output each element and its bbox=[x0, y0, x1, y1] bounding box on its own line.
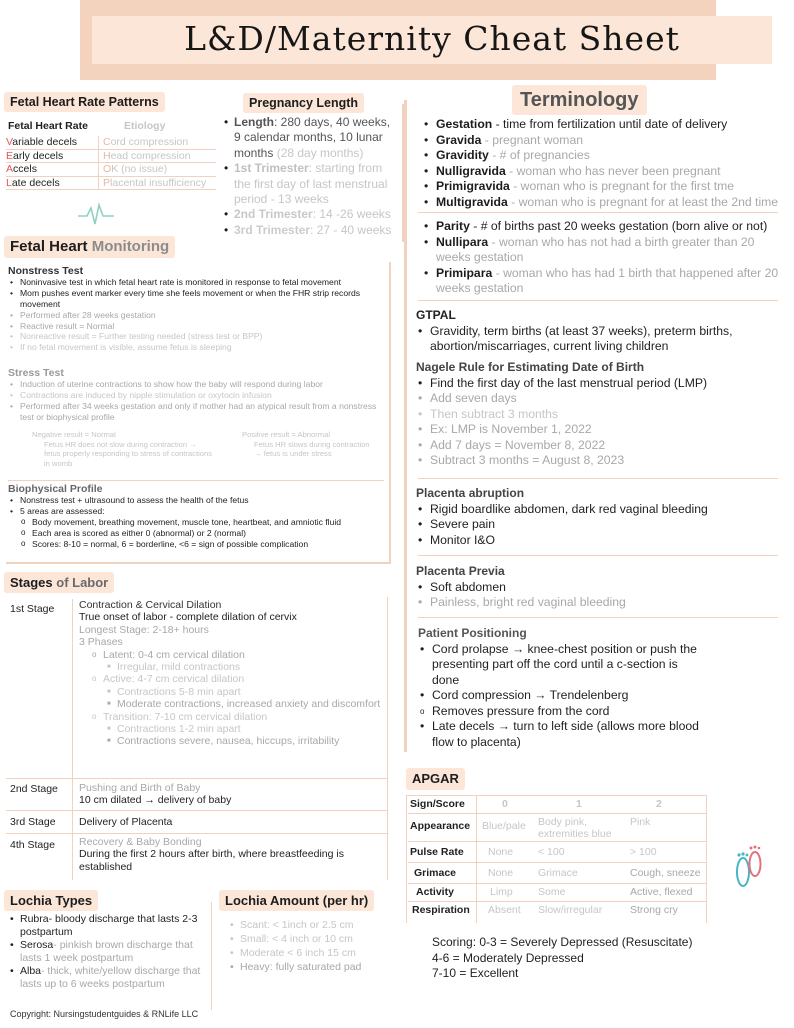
list-item: • Small: < 4 inch or 10 cm bbox=[228, 932, 398, 946]
lochia-amount-list bbox=[228, 918, 398, 974]
list-item: • Subtract 3 months = August 8, 2023 bbox=[416, 453, 781, 469]
list-item: • 3rd Trimester: 27 - 40 weeks bbox=[222, 223, 400, 238]
positive-result: Positive result = Abnormal Fetus HR slows during contraction → fetus is under stress bbox=[242, 430, 370, 459]
stage-label: 1st Stage bbox=[10, 603, 55, 615]
nonstress-test-title: Nonstress Test bbox=[8, 265, 84, 277]
table-row bbox=[6, 811, 388, 834]
list-item: • Length: 280 days, 40 weeks, 9 calendar months, 10 lunar months (28 day months) bbox=[222, 115, 400, 161]
stage-description: Contraction & Cervical Dilation True onset of labor - complete dilation of cervix Longest Stage: 2-18+ hours 3 Phases o Latent: 0-4 cm cervical dilation ■ Irregular, mild contractions o Active: 4-7 cm cervical dilation ■ Contractions 5-8 min apart ■ Moderate contractions, increased anxiety and discomfort o Transition: 7-10 cm cervical dilation ■ Contractions 1-2 min apart ■ Contractions severe, nausea, hiccups, irritability bbox=[72, 599, 382, 779]
fhr-etiology: K (no issue) bbox=[111, 163, 168, 175]
list-item: • Contractions are induced by nipple stimulation or oxytocin infusion bbox=[8, 390, 386, 401]
nagele-title: Nagele Rule for Estimating Date of Birth bbox=[416, 360, 645, 374]
table-row: Sign/Score 0 1 2 bbox=[408, 796, 706, 814]
list-item: • Induction of uterine contractions to show how the baby will respond during labor bbox=[8, 379, 386, 390]
pregnancy-length-heading: Pregnancy Length bbox=[243, 93, 364, 113]
terminology-heading: Terminology bbox=[512, 85, 647, 115]
apgar-heading: APGAR bbox=[406, 768, 465, 790]
fhr-pattern: ate decels bbox=[11, 176, 60, 189]
list-item: • Nullipara - woman who has not had a birth greater than 20 weeks gestation bbox=[422, 235, 787, 266]
list-item: • Severe pain bbox=[416, 517, 781, 533]
list-item: o Each area is scored as either 0 (abnormal) or 2 (normal) bbox=[8, 528, 386, 539]
stages-heading: Stages of Labor bbox=[4, 572, 114, 593]
list-item: • Add 7 days = November 8, 2022 bbox=[416, 438, 781, 454]
positioning-title: Patient Positioning bbox=[418, 626, 527, 640]
divider bbox=[418, 617, 778, 618]
fhr-etiology: ead compression bbox=[110, 149, 191, 162]
terminology-group-1 bbox=[422, 117, 787, 210]
list-item: • Late decels → turn to left side (allows more blood flow to placenta) bbox=[418, 719, 708, 750]
list-item: • Rubra- bloody discharge that lasts 2-3 postpartum bbox=[8, 913, 208, 939]
list-item: • Cord compression → Trendelenberg bbox=[418, 688, 708, 704]
abruption-title: Placenta abruption bbox=[416, 486, 525, 500]
list-item: o Removes pressure from the cord bbox=[418, 704, 708, 720]
list-item: • Alba- thick, white/yellow discharge that lasts up to 6 weeks postpartum bbox=[8, 965, 208, 991]
terminology-border bbox=[404, 100, 407, 752]
divider bbox=[418, 555, 778, 556]
table-row: Pulse Rate None < 100 > 100 bbox=[408, 842, 706, 863]
list-item: • Rigid boardlike abdomen, dark red vaginal bleeding bbox=[416, 502, 781, 518]
list-item: • Soft abdomen bbox=[416, 580, 781, 596]
list-item: • 5 areas are assessed: bbox=[8, 506, 386, 517]
list-item: • Serosa- pinkish brown discharge that lasts 1 week postpartum bbox=[8, 939, 208, 965]
placenta-abruption-section bbox=[416, 486, 781, 548]
patient-positioning-section bbox=[418, 626, 708, 750]
fhr-patterns-heading: Fetal Heart Rate Patterns bbox=[4, 92, 165, 112]
table-row: Respiration Absent Slow/irregular Strong cry bbox=[412, 904, 678, 916]
mnemonic-letter: A bbox=[6, 163, 14, 175]
list-item: • Multigravida - woman who is pregnant for at least the 2nd time bbox=[422, 195, 787, 211]
previa-title: Placenta Previa bbox=[416, 564, 505, 578]
lochia-amount-heading: Lochia Amount (per hr) bbox=[219, 890, 374, 911]
fhr-etiology: ord compression bbox=[110, 136, 189, 148]
stage-label: 2nd Stage bbox=[10, 783, 58, 795]
gtpal-title: GTPAL bbox=[416, 308, 456, 322]
list-item: • Painless, bright red vaginal bleeding bbox=[416, 595, 781, 611]
nonstress-test-section bbox=[8, 266, 386, 353]
list-item: • 2nd Trimester: 14 -26 weeks bbox=[222, 207, 400, 222]
lochia-types-list bbox=[8, 913, 208, 991]
list-item: • Heavy: fully saturated pad bbox=[228, 960, 398, 974]
list-item: • Primigravida - woman who is pregnant for the first tme bbox=[422, 179, 787, 195]
table-row bbox=[6, 136, 216, 150]
list-item: • Performed after 28 weeks gestation bbox=[8, 310, 386, 321]
apgar-scoring: Scoring: 0-3 = Severely Depressed (Resuscitate) 4-6 = Moderately Depressed 7-10 = Excellent bbox=[432, 935, 693, 980]
pregnancy-length-list bbox=[222, 115, 400, 238]
stage-label: 3rd Stage bbox=[10, 816, 56, 828]
mnemonic-letter: E bbox=[6, 149, 14, 162]
table-row: Grimace None Grimace Cough, sneeze bbox=[408, 863, 706, 884]
list-item: o Scores: 8-10 = normal, 6 = borderline, <6 = sign of possible complication bbox=[8, 539, 386, 550]
list-item: • Ex: LMP is November 1, 2022 bbox=[416, 422, 781, 438]
mnemonic-letter: C bbox=[103, 136, 111, 148]
divider bbox=[418, 212, 778, 213]
list-item: o Body movement, breathing movement, muscle tone, heartbeat, and amniotic fluid bbox=[8, 517, 386, 528]
list-item: • Find the first day of the last menstrual period (LMP) bbox=[416, 376, 781, 392]
divider bbox=[418, 478, 778, 479]
list-item: • If no fetal movement is visible, assume fetus is sleeping bbox=[8, 342, 386, 353]
biophysical-profile-section bbox=[8, 484, 386, 549]
list-item: • 1st Trimester: starting from the first day of last menstrual period - 13 weeks bbox=[222, 161, 400, 207]
table-row bbox=[6, 150, 216, 164]
mnemonic-letter: V bbox=[6, 136, 13, 148]
list-item: • Gravidity - # of pregnancies bbox=[422, 148, 787, 164]
stage-description: Recovery & Baby Bonding During the first 2 hours after birth, where breastfeeding is established bbox=[72, 834, 372, 880]
heartbeat-icon bbox=[78, 202, 114, 226]
nagele-section bbox=[416, 360, 781, 469]
list-item: • Mom pushes event marker every time she feels movement or when the FHR strip records movement bbox=[8, 288, 386, 310]
table-row bbox=[6, 779, 388, 811]
fhr-pattern: arly decels bbox=[13, 149, 64, 162]
list-item: • Parity - # of births past 20 weeks gestation (born alive or not) bbox=[422, 219, 787, 235]
list-item: • Monitor I&O bbox=[416, 533, 781, 549]
mnemonic-letter: P bbox=[103, 176, 111, 189]
stress-test-title: Stress Test bbox=[8, 367, 64, 379]
page-title: L&D/Maternity Cheat Sheet bbox=[184, 19, 680, 58]
list-item: • Gravida - pregnant woman bbox=[422, 133, 787, 149]
biophysical-profile-title: Biophysical Profile bbox=[8, 483, 103, 495]
list-item: • Nonreactive result = Further testing needed (stress test or BPP) bbox=[8, 331, 386, 342]
etiology-col-header: Etiology bbox=[124, 120, 166, 132]
list-item: • Nulligravida - woman who has never been pregnant bbox=[422, 164, 787, 180]
list-item: • Then subtract 3 months bbox=[416, 407, 781, 423]
stage-description: Pushing and Birth of Baby 10 cm dilated → delivery of baby bbox=[72, 779, 231, 811]
copyright: Copyright: Nursingstudentguides & RNLife LLC bbox=[10, 1009, 199, 1019]
table-row bbox=[6, 177, 216, 191]
table-row: Activity Limp Some Active, flexed bbox=[408, 884, 706, 902]
list-item: • Reactive result = Normal bbox=[8, 321, 386, 332]
mnemonic-letter: O bbox=[103, 163, 112, 175]
baby-feet-icon bbox=[734, 842, 764, 894]
list-item: • Primipara - woman who has had 1 birth that happened after 20 weeks gestation bbox=[422, 266, 787, 297]
list-item: • Add seven days bbox=[416, 391, 781, 407]
fhr-col-header: Fetal Heart Rate bbox=[8, 120, 88, 132]
list-item: • Cord prolapse → knee-chest position or push the presenting part off the cord until a c-section is done bbox=[418, 642, 708, 689]
lochia-types-heading: Lochia Types bbox=[4, 890, 98, 911]
list-item: • Moderate < 6 inch 15 cm bbox=[228, 946, 398, 960]
fetal-monitoring-heading: Fetal Heart Monitoring bbox=[4, 236, 175, 258]
stage-label: 4th Stage bbox=[10, 839, 55, 851]
divider bbox=[8, 480, 384, 481]
list-item: • Nonstress test + ultrasound to assess the health of the fetus bbox=[8, 495, 386, 506]
list-item: • Gestation - time from fertilization until date of delivery bbox=[422, 117, 787, 133]
fhr-pattern: ariable decels bbox=[12, 136, 78, 148]
placenta-previa-section bbox=[416, 564, 781, 611]
list-item: • Noninvasive test in which fetal heart rate is monitored in response to fetal movement bbox=[8, 277, 386, 288]
list-item: • Performed after 34 weeks gestation and only if mother had an atypical result from a nonstress test or biophysical profile bbox=[8, 401, 386, 423]
mnemonic-letter: H bbox=[103, 149, 111, 162]
mnemonic-letter: L bbox=[6, 176, 12, 189]
list-item: • Scant: < 1inch or 2.5 cm bbox=[228, 918, 398, 932]
stress-test-section bbox=[8, 368, 386, 423]
fhr-patterns-table bbox=[6, 136, 216, 190]
table-row: Appearance Blue/pale Body pink, extremities blue Pink bbox=[408, 814, 706, 842]
table-row bbox=[6, 163, 216, 177]
stage-description: Delivery of Placenta bbox=[72, 811, 172, 834]
fhr-pattern: ccels bbox=[13, 163, 37, 175]
negative-result: Negative result = Normal Fetus HR does not slow during contraction → fetus properly responding to stress of contractions in womb bbox=[32, 430, 212, 468]
divider bbox=[706, 795, 707, 923]
fhr-etiology: lacental insufficiency bbox=[110, 176, 207, 189]
gtpal-section bbox=[416, 308, 781, 355]
terminology-group-2 bbox=[422, 219, 787, 297]
divider bbox=[418, 300, 778, 301]
table-row bbox=[6, 834, 388, 880]
table-row bbox=[6, 597, 388, 779]
list-item: • Gravidity, term births (at least 37 weeks), preterm births, abortion/miscarriages, current living children bbox=[416, 324, 781, 355]
